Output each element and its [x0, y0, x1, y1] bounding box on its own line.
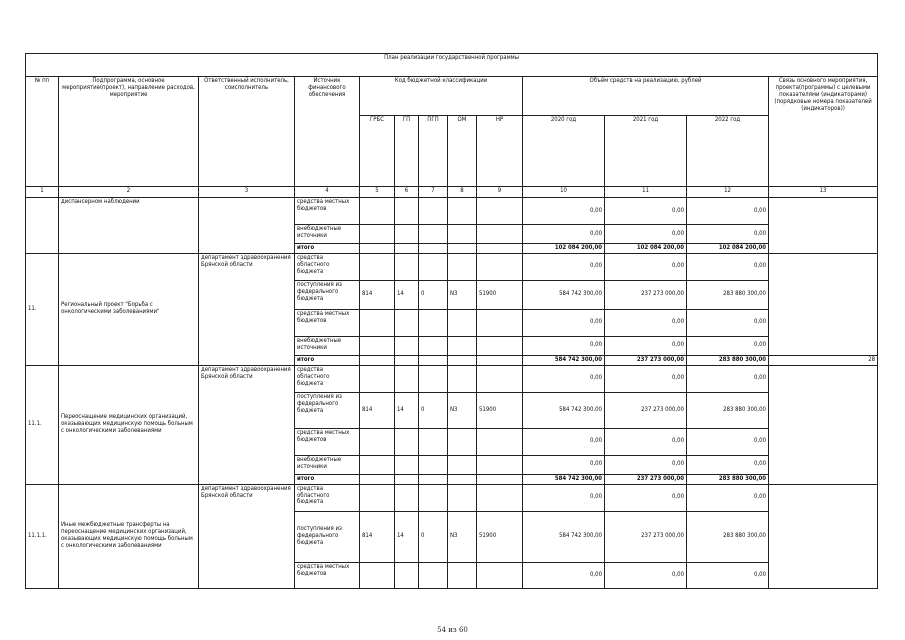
funding-source: итого [295, 474, 360, 484]
sub-nr-header: НР [477, 116, 523, 187]
program-plan-table [25, 53, 878, 589]
total-2021: 237 273 000,00 [605, 474, 687, 484]
table-row [26, 198, 878, 225]
measure-name: Иные межбюджетные трансферты на переоснащение медицинских организаций, оказывающих медицинскую помощь больным с онкологическими заболеваниями [59, 484, 199, 588]
amount-2021: 0,00 [605, 198, 687, 225]
funding-source: средства местных бюджетов [295, 309, 360, 336]
item-number: 11.1.1. [26, 484, 59, 588]
amount-2022: 283 880 300,00 [687, 392, 769, 428]
amount-2020: 0,00 [523, 365, 605, 392]
sub-grbs-header: ГРБС [360, 116, 395, 187]
column-number: 10 [523, 187, 605, 198]
table-title: План реализации государственной программы [26, 54, 878, 77]
amount-2020: 0,00 [523, 225, 605, 244]
col-responsible-header: Ответственный исполнитель, соисполнитель [199, 77, 295, 187]
total-2021: 102 084 200,00 [605, 244, 687, 254]
table-row [26, 253, 878, 280]
code-nr: 51900 [477, 392, 523, 428]
col-budget-code-header: Код бюджетной классификации [360, 77, 523, 116]
total-2022: 283 880 300,00 [687, 474, 769, 484]
code-grbs: 814 [360, 280, 395, 309]
column-number: 2 [59, 187, 199, 198]
plan-sheet [25, 53, 877, 589]
amount-2021: 237 273 000,00 [605, 280, 687, 309]
amount-2020: 584 742 300,00 [523, 511, 605, 562]
column-number: 11 [605, 187, 687, 198]
sub-om-header: ОМ [448, 116, 477, 187]
funding-source: поступления из федерального бюджета [295, 392, 360, 428]
total-2020: 102 084 200,00 [523, 244, 605, 254]
amount-2020: 0,00 [523, 309, 605, 336]
column-number: 13 [769, 187, 878, 198]
amount-2020: 0,00 [523, 253, 605, 280]
responsible-executor: департамент здравоохранения Брянской области [199, 484, 295, 588]
amount-2021: 0,00 [605, 336, 687, 355]
funding-source: средства местных бюджетов [295, 562, 360, 588]
measure-name: Переоснащение медицинских организаций, оказывающих медицинскую помощь больным с онкологическими заболеваниями [59, 365, 199, 484]
table-row [26, 365, 878, 392]
col-link-header: Связь основного мероприятия, проекта(программы) с целевыми показателями (индикаторами) (порядковые номера показателей (индикаторов)) [769, 77, 878, 187]
amount-2022: 283 880 300,00 [687, 280, 769, 309]
column-number: 5 [360, 187, 395, 198]
total-2022: 102 084 200,00 [687, 244, 769, 254]
code-gp: 14 [395, 511, 419, 562]
col-name-header: Подпрограмма, основное мероприятие(проект), направление расходов, мероприятие [59, 77, 199, 187]
amount-2021: 0,00 [605, 225, 687, 244]
amount-2022: 0,00 [687, 253, 769, 280]
item-number: 11.1. [26, 365, 59, 484]
funding-source: средства областного бюджета [295, 484, 360, 511]
amount-2021: 0,00 [605, 428, 687, 455]
page-number: 54 из 60 [437, 626, 468, 634]
amount-2020: 0,00 [523, 484, 605, 511]
amount-2022: 0,00 [687, 455, 769, 474]
col-volume-header: Объём средств на реализацию, рублей [523, 77, 769, 116]
funding-source: средства местных бюджетов [295, 428, 360, 455]
measure-name: диспансерном наблюдении [59, 198, 199, 254]
code-grbs: 814 [360, 511, 395, 562]
code-gp: 14 [395, 392, 419, 428]
column-number: 9 [477, 187, 523, 198]
col-number-header: № пп [26, 77, 59, 187]
funding-source: внебюджетные источники [295, 225, 360, 244]
measure-name: Региональный проект "Борьба с онкологическими заболеваниями" [59, 253, 199, 365]
code-gp: 14 [395, 280, 419, 309]
amount-2021: 237 273 000,00 [605, 511, 687, 562]
code-grbs: 814 [360, 392, 395, 428]
amount-2021: 0,00 [605, 562, 687, 588]
amount-2020: 0,00 [523, 428, 605, 455]
amount-2022: 0,00 [687, 225, 769, 244]
funding-source: средства областного бюджета [295, 253, 360, 280]
responsible-executor: департамент здравоохранения Брянской области [199, 253, 295, 365]
code-om: N3 [448, 511, 477, 562]
table-row [26, 484, 878, 511]
code-om: N3 [448, 392, 477, 428]
amount-2020: 0,00 [523, 336, 605, 355]
funding-source: средства областного бюджета [295, 365, 360, 392]
amount-2022: 0,00 [687, 484, 769, 511]
code-pgp: 0 [419, 392, 448, 428]
amount-2021: 0,00 [605, 253, 687, 280]
amount-2021: 0,00 [605, 455, 687, 474]
column-number: 4 [295, 187, 360, 198]
code-nr: 51900 [477, 280, 523, 309]
amount-2021: 0,00 [605, 309, 687, 336]
sub-pgp-header: ПГП [419, 116, 448, 187]
amount-2021: 0,00 [605, 484, 687, 511]
funding-source: итого [295, 355, 360, 365]
amount-2020: 0,00 [523, 455, 605, 474]
year-2020-header: 2020 год [523, 116, 605, 187]
column-number: 12 [687, 187, 769, 198]
funding-source: поступления из федерального бюджета [295, 511, 360, 562]
amount-2022: 0,00 [687, 428, 769, 455]
column-number: 3 [199, 187, 295, 198]
total-2022: 283 880 300,00 [687, 355, 769, 365]
funding-source: поступления из федерального бюджета [295, 280, 360, 309]
amount-2022: 0,00 [687, 309, 769, 336]
code-pgp: 0 [419, 511, 448, 562]
column-number: 6 [395, 187, 419, 198]
amount-2022: 0,00 [687, 336, 769, 355]
total-2021: 237 273 000,00 [605, 355, 687, 365]
code-pgp: 0 [419, 280, 448, 309]
amount-2022: 283 880 300,00 [687, 511, 769, 562]
amount-2022: 0,00 [687, 198, 769, 225]
amount-2022: 0,00 [687, 365, 769, 392]
sub-gp-header: ГП [395, 116, 419, 187]
indicator-link: 28 [769, 355, 878, 365]
column-number-row [26, 187, 878, 198]
year-2021-header: 2021 год [605, 116, 687, 187]
column-number: 1 [26, 187, 59, 198]
amount-2020: 584 742 300,00 [523, 392, 605, 428]
amount-2020: 0,00 [523, 562, 605, 588]
amount-2022: 0,00 [687, 562, 769, 588]
code-om: N3 [448, 280, 477, 309]
column-number: 7 [419, 187, 448, 198]
funding-source: внебюджетные источники [295, 455, 360, 474]
funding-source: средства местных бюджетов [295, 198, 360, 225]
amount-2020: 584 742 300,00 [523, 280, 605, 309]
item-number: 11. [26, 253, 59, 365]
column-number: 8 [448, 187, 477, 198]
funding-source: итого [295, 244, 360, 254]
col-source-header: Источник финансового обеспечения [295, 77, 360, 187]
responsible-executor: департамент здравоохранения Брянской области [199, 365, 295, 484]
code-nr: 51900 [477, 511, 523, 562]
year-2022-header: 2022 год [687, 116, 769, 187]
total-2020: 584 742 300,00 [523, 355, 605, 365]
amount-2021: 237 273 000,00 [605, 392, 687, 428]
amount-2020: 0,00 [523, 198, 605, 225]
total-2020: 584 742 300,00 [523, 474, 605, 484]
amount-2021: 0,00 [605, 365, 687, 392]
funding-source: внебюджетные источники [295, 336, 360, 355]
